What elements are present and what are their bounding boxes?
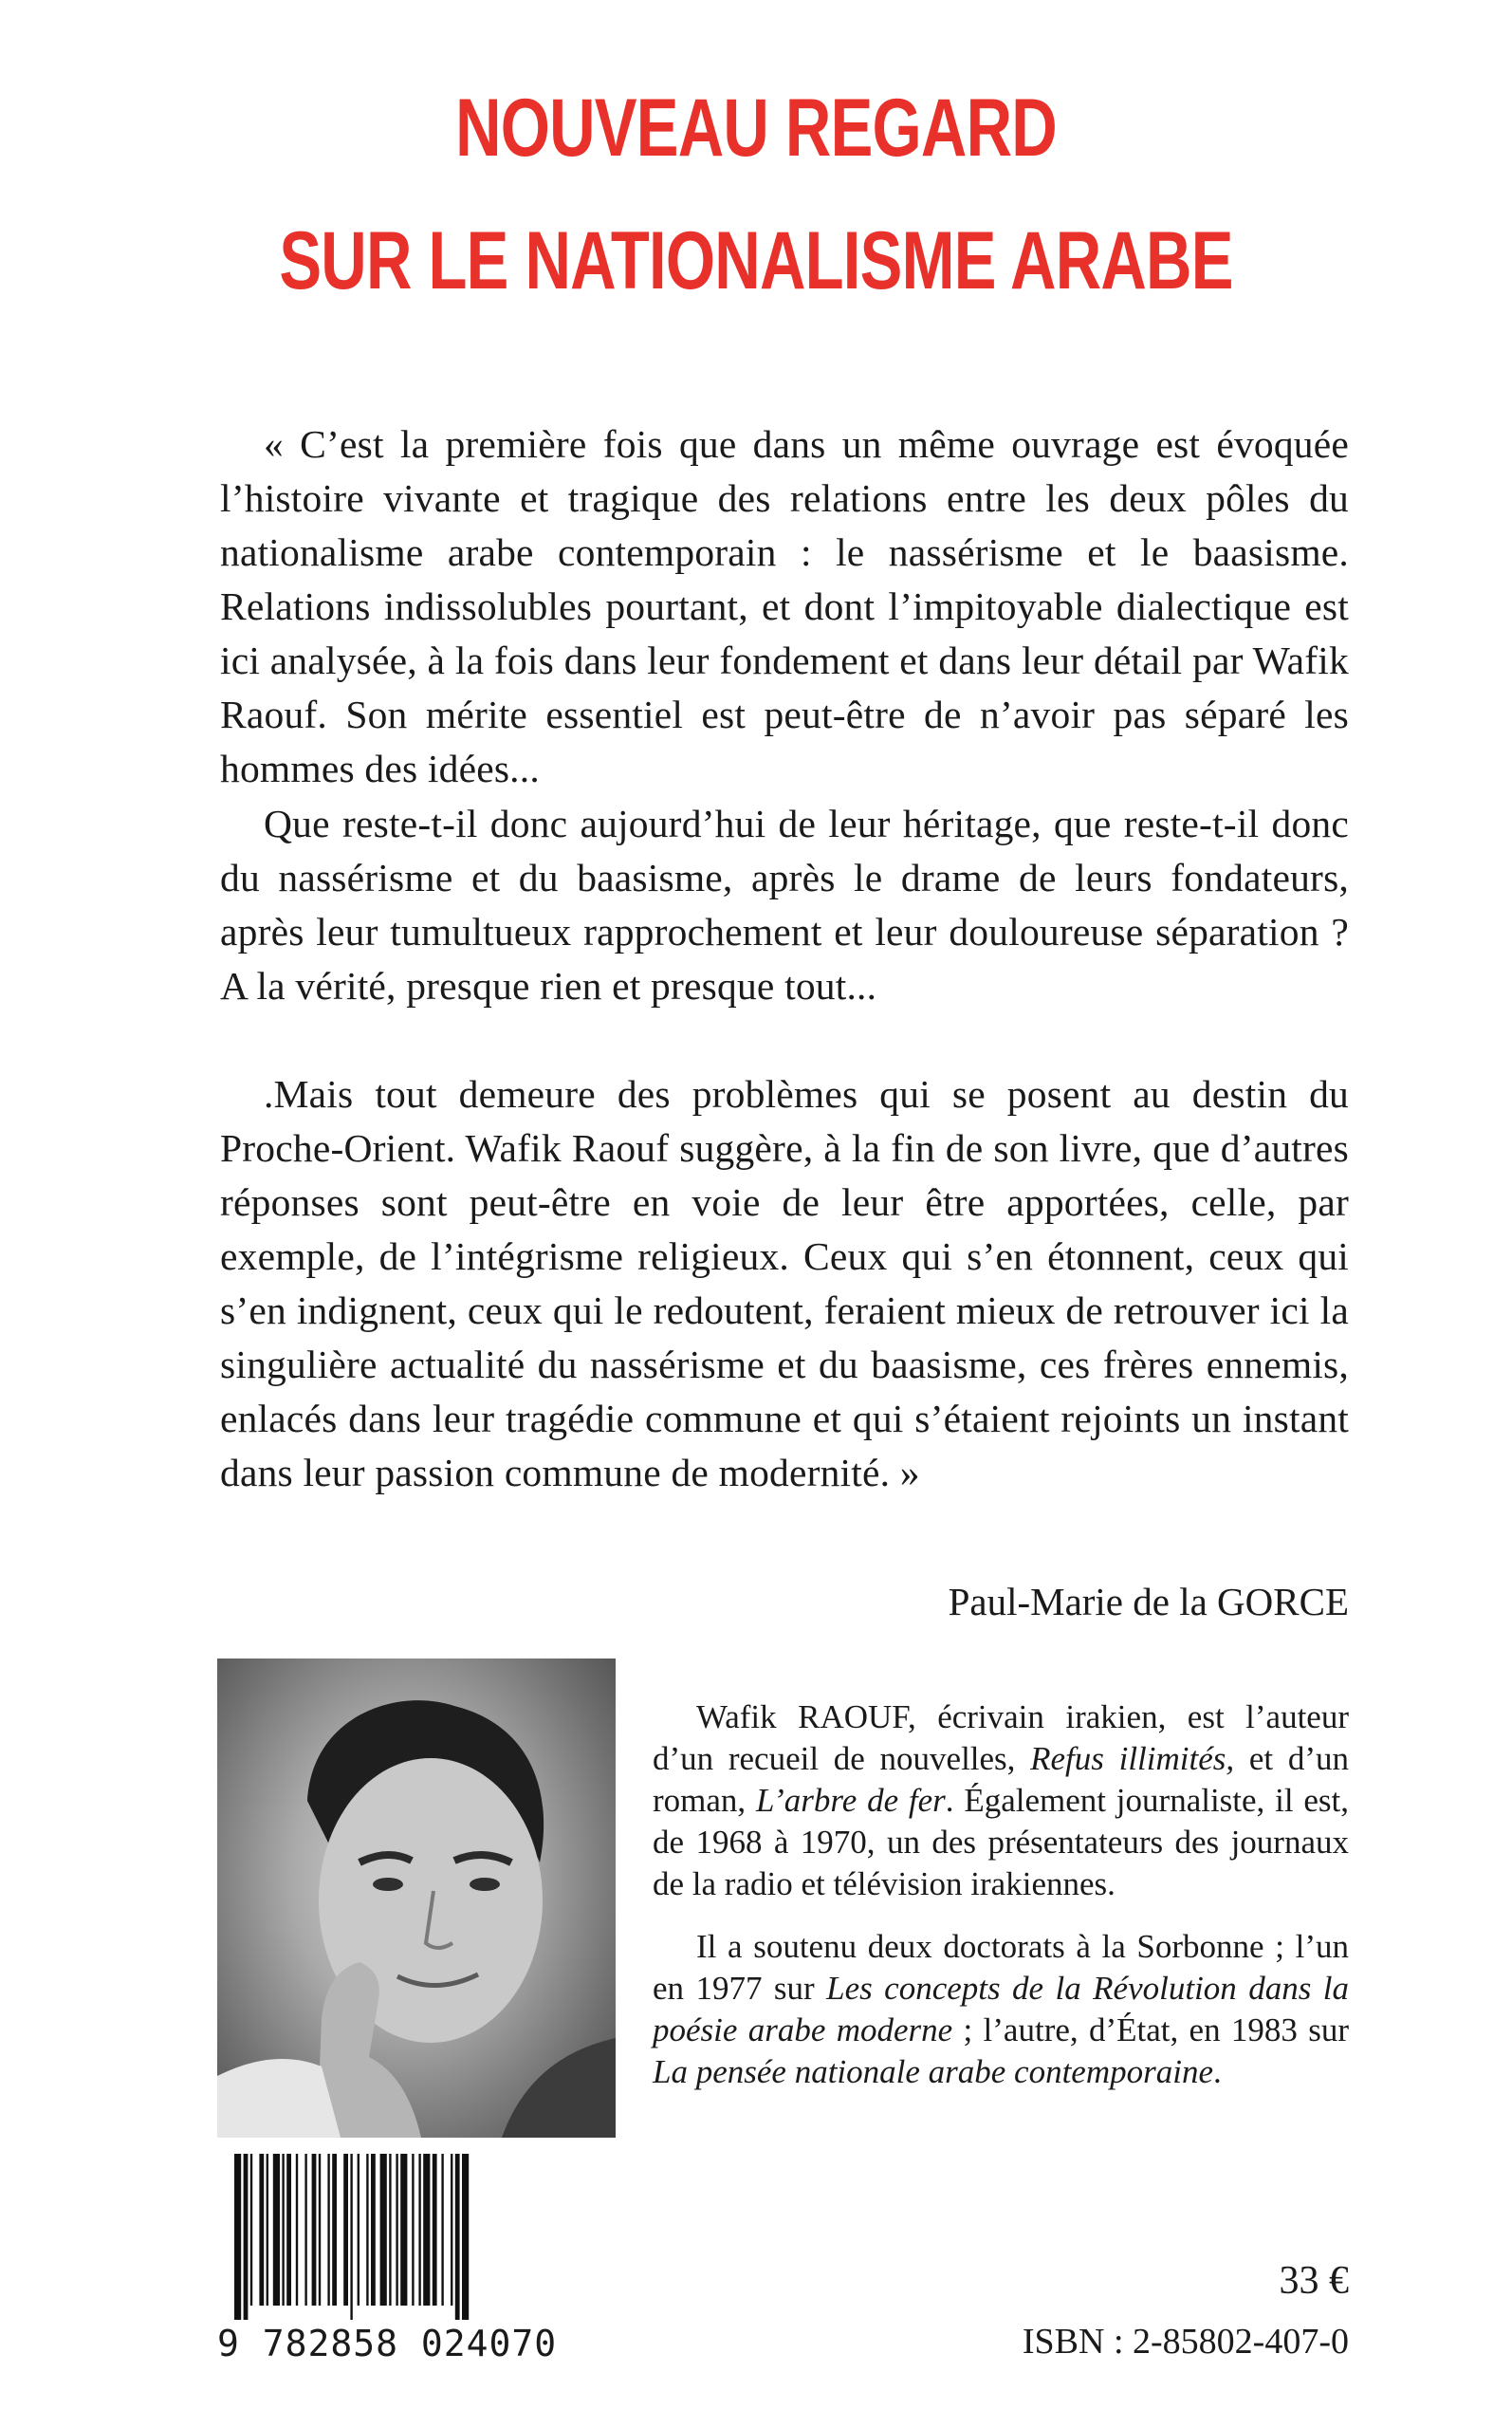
author-portrait-illustration: [217, 1659, 616, 2138]
barcode-bar: [418, 2154, 420, 2306]
barcode-bar: [273, 2154, 280, 2306]
bio-text: Wafik RAOUF, écrivain irakien, est l’auteur d’un recueil de nouvelles,: [653, 1698, 1349, 1777]
bio-text: et d’un roman,: [653, 1740, 1349, 1819]
barcode-bar: [282, 2154, 284, 2306]
barcode-bar: [286, 2154, 291, 2306]
bio-text: ; l’autre, d’État, en 1983 sur: [952, 2011, 1349, 2048]
barcode-bar: [234, 2154, 241, 2320]
quote-paragraph-3: .Mais tout demeure des problèmes qui se posent au destin du Proche-Orient. Wafik Raouf suggère, à la fin de son livre, que d’autres réponses sont peut-être en voie de leur être apportées, celle, par exemple, de l’intégrisme religieux. Ceux qui s’en étonnent, ceux qui s’en indignent, ceux qui le redoutent, feraient mieux de retrouver ici la singulière actualité du nassérisme et du baasisme, ces frères ennemis, enlacés dans leur tragédie commune et qui s’étaient rejoints un instant dans leur passion commune de modernité. »: [220, 1072, 1349, 1494]
barcode-bar: [327, 2154, 329, 2306]
barcode-bar: [366, 2154, 368, 2306]
quote-paragraph-1: « C’est la première fois que dans un même ouvrage est évoquée l’histoire vivante et tragique des relations entre les deux pôles du nationalisme arabe contemporain : le nassérisme et le baasisme. Relations indissolubles pourtant, et dont l’impitoyable dialectique est ici analysée, à la fois dans leur fondement et dans leur détail par Wafik Raouf. Son mérite essentiel est peut-être de n’avoir pas séparé les hommes des idées...: [220, 422, 1349, 790]
barcode-bar: [250, 2154, 252, 2306]
quote-signature: Paul-Marie de la GORCE: [948, 1580, 1349, 1623]
bio-book-title: Refus illimités,: [1030, 1740, 1235, 1777]
title-line-2: SUR LE NATIONALISME ARABE: [279, 215, 1233, 306]
bio-text: .: [1213, 2053, 1222, 2090]
bio-thesis-title: Les concepts de la Révolution dans la poésie arabe moderne: [653, 1970, 1349, 2048]
barcode-bar: [259, 2154, 264, 2306]
barcode-bar: [319, 2154, 321, 2306]
title-line-1: NOUVEAU REGARD: [455, 83, 1057, 174]
barcode-bar: [396, 2154, 397, 2306]
barcode-bar: [358, 2154, 360, 2306]
barcode-bar: [244, 2154, 249, 2320]
bio-book-title: L’arbre de fer: [755, 1782, 946, 1819]
barcode-bar: [433, 2154, 437, 2306]
author-photo: [217, 1659, 616, 2138]
barcode-bars: [217, 2154, 561, 2320]
barcode-bar: [312, 2154, 317, 2306]
barcode-bar: [389, 2154, 391, 2306]
isbn: ISBN : 2-85802-407-0: [1022, 2322, 1349, 2362]
bio-text: . Également journaliste, il est, de 1968 à 1970, un des présentateurs des journaux de la radio et télévision irakiennes.: [653, 1782, 1349, 1902]
barcode-bar: [332, 2154, 337, 2306]
barcode-bar: [343, 2154, 348, 2306]
barcode-bar: [412, 2154, 414, 2306]
quote-paragraph-2: Que reste-t-il donc aujourd’hui de leur héritage, que reste-t-il donc du nassérisme et du baasisme, après le drame de leurs fondateurs, après leur tumultueux rapprochement et leur douloureuse séparation ? A la vérité, presque rien et presque tout...: [220, 802, 1349, 1008]
barcode-digits: 9 782858 024070: [217, 2323, 558, 2364]
barcode-bar: [462, 2154, 469, 2320]
barcode-bar: [296, 2154, 298, 2306]
barcode-bar: [267, 2154, 268, 2306]
barcode-bar: [441, 2154, 443, 2306]
bio-thesis-title: La pensée nationale arabe contemporaine: [653, 2053, 1214, 2090]
barcode-bar: [423, 2154, 430, 2306]
barcode-bar: [451, 2154, 452, 2306]
price: 33 €: [1279, 2259, 1349, 2303]
barcode-bar: [371, 2154, 376, 2306]
barcode-bar: [304, 2154, 306, 2306]
barcode-bar: [400, 2154, 407, 2306]
bio-text: Il a soutenu deux doctorats à la Sorbonne ; l’un en 1977 sur: [653, 1928, 1349, 2007]
barcode-bar: [380, 2154, 387, 2306]
bio-paragraph-2: [653, 1926, 1349, 2093]
bio-paragraph-1: [653, 1696, 1349, 1905]
barcode-bar: [455, 2154, 460, 2320]
barcode-bar: [350, 2154, 352, 2320]
